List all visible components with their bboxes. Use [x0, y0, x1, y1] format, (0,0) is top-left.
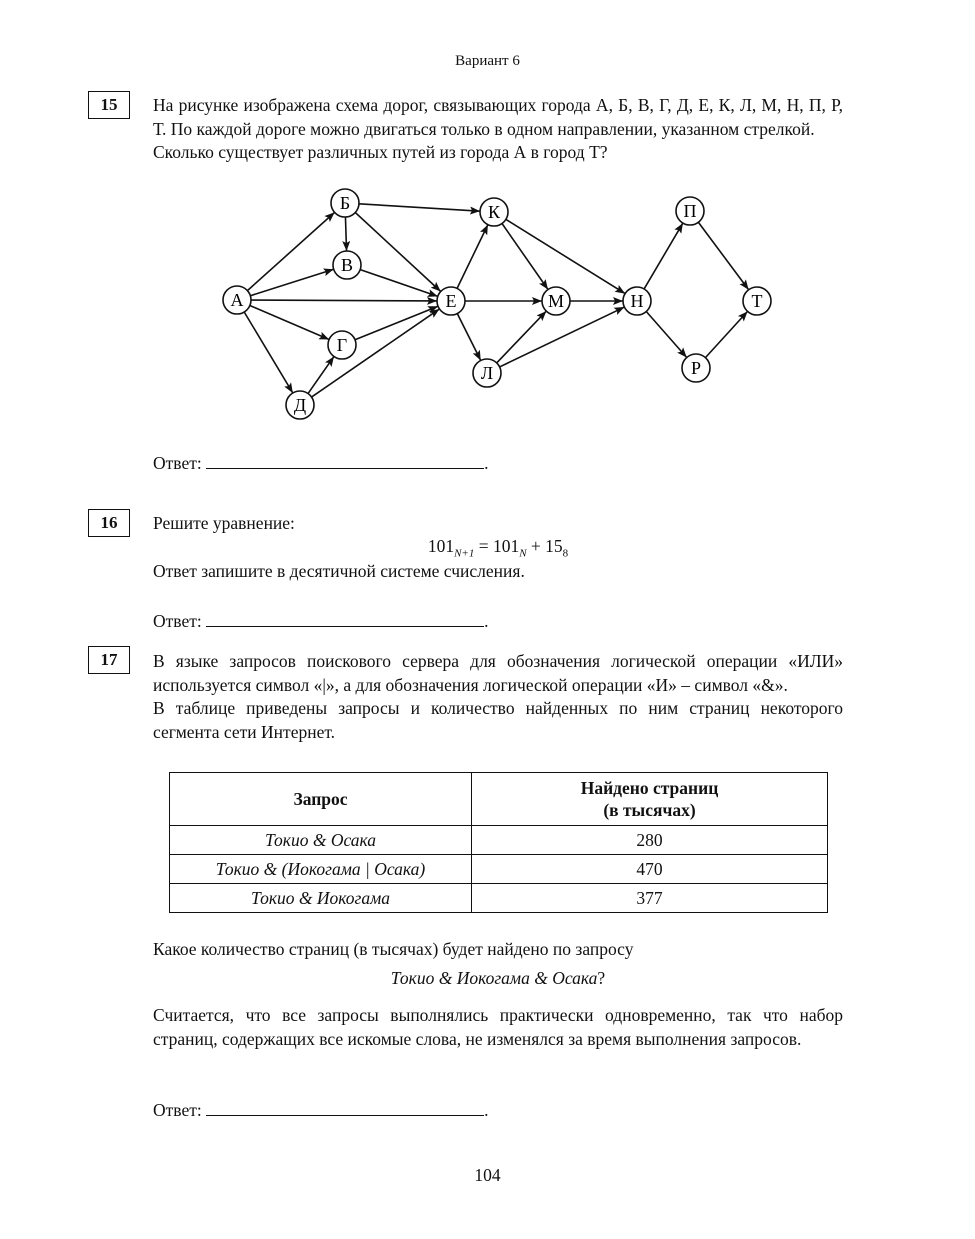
table-header [170, 773, 828, 826]
city-label: Р [690, 358, 702, 378]
page-header: Вариант 6 [455, 53, 520, 69]
road-arrow [457, 314, 480, 361]
table-row: Токио & Иокогама 377 [170, 884, 828, 913]
city-label: Т [751, 291, 763, 311]
task-16-answer: Ответ: . [153, 611, 489, 631]
answer-field[interactable] [206, 452, 484, 469]
road-arrow [355, 213, 440, 292]
city-label: В [340, 255, 354, 275]
answer-field[interactable] [206, 610, 484, 627]
road-arrow [360, 270, 438, 297]
task-17-p1: В языке запросов поискового сервера для обозначения логической операции «ИЛИ» используется символ «|», а для обозначения логической операции «И» – символ «&». [153, 651, 843, 695]
city-label: А [230, 290, 244, 310]
road-arrow [457, 225, 488, 289]
road-arrow [502, 223, 548, 289]
city-label: Б [339, 193, 351, 213]
road-arrow [251, 300, 437, 301]
task-17-text [153, 650, 843, 744]
task-17-p3: Считается, что все запросы выполнялись практически одновременно, так что набор страниц, содержащих все искомые слова, не изменялся за время выполнения запросов. [153, 1005, 843, 1049]
road-graph [0, 0, 975, 440]
task-17-question: Какое количество страниц (в тысячах) будет найдено по запросу [153, 939, 634, 959]
task-15-question: Сколько существует различных путей из города А в город Т? [153, 142, 608, 162]
road-arrow [250, 269, 333, 296]
road-arrow [497, 311, 547, 363]
page-number: 104 [474, 1165, 501, 1185]
city-label: Г [336, 335, 348, 355]
query-table [169, 772, 828, 913]
road-arrow [359, 204, 480, 211]
road-arrow [705, 311, 747, 357]
table-row: Токио & Осака 280 [170, 826, 828, 855]
city-label: Е [445, 291, 457, 311]
task-17-answer: Ответ: . [153, 1100, 489, 1120]
answer-label: Ответ: [153, 1100, 202, 1120]
answer-field[interactable] [206, 1099, 484, 1116]
task-17-p2: В таблице приведены запросы и количество найденных по ним страниц некоторого сегмента сети Интернет. [153, 698, 843, 742]
header-pages: Найдено страниц (в тысячах) [472, 773, 828, 826]
city-label: П [683, 201, 697, 221]
task-16-note: Ответ запишите в десятичной системе счисления. [153, 561, 525, 581]
equation: $101_{N+1} = 101_N + 15_8$ [427, 536, 569, 560]
task-number-17: 17 [88, 646, 130, 674]
city-label: Д [293, 395, 307, 415]
road-arrow [646, 312, 686, 358]
road-arrow [506, 219, 625, 293]
road-arrow [698, 222, 748, 290]
task-16-text: Решите уравнение: [153, 513, 295, 533]
task-number-16: 16 [88, 509, 130, 537]
task-15-description: На рисунке изображена схема дорог, связывающих города А, Б, В, Г, Д, Е, К, Л, М, Н, П, Р, Т. По каждой дороге можно двигаться только в одном направлении, указанном стрелкой. [153, 95, 843, 139]
header-query: Запрос [170, 773, 472, 826]
task-15-answer: Ответ: . [153, 453, 489, 473]
task-number-15: 15 [88, 91, 130, 119]
road-arrow [355, 306, 438, 340]
road-arrow [244, 312, 293, 393]
city-label: К [487, 202, 501, 222]
answer-label: Ответ: [153, 611, 202, 631]
road-arrow [247, 212, 334, 290]
road-arrow [500, 307, 625, 367]
task-17-query: Токио & Иокогама & Осака? [390, 968, 606, 988]
road-arrow [250, 306, 329, 340]
city-label: М [547, 291, 565, 311]
answer-label: Ответ: [153, 453, 202, 473]
road-arrow [308, 356, 334, 393]
city-label: Н [630, 291, 644, 311]
road-arrow [345, 217, 346, 251]
table-row: Токио & (Иокогама | Осака) 470 [170, 855, 828, 884]
city-label: Л [480, 363, 494, 383]
road-arrow [644, 223, 683, 289]
